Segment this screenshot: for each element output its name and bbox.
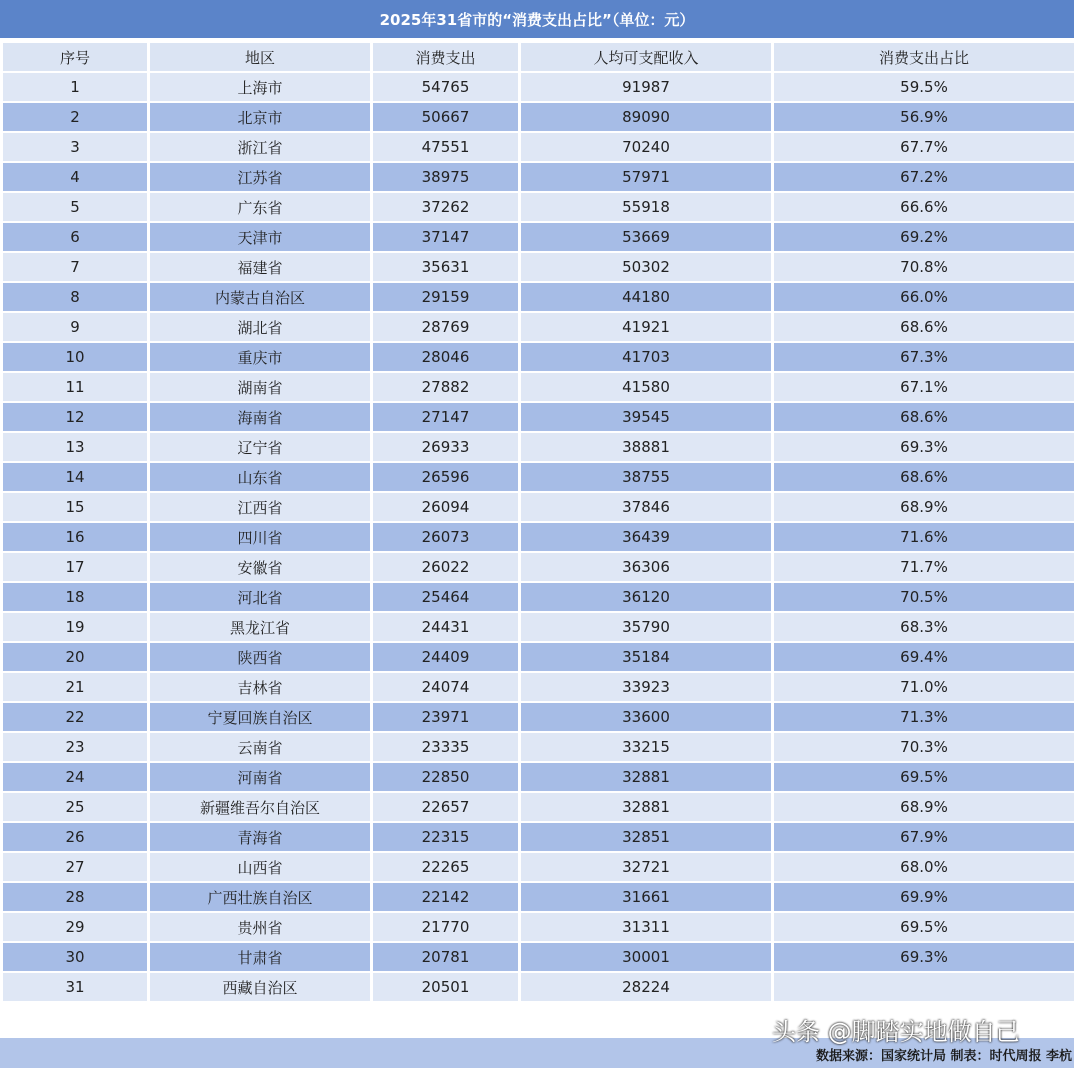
cell-index: 27 [3,853,147,881]
cell-index: 5 [3,193,147,221]
cell-income: 89090 [521,103,771,131]
cell-consumption: 35631 [373,253,518,281]
cell-region: 北京市 [150,103,370,131]
cell-income: 38881 [521,433,771,461]
cell-index: 15 [3,493,147,521]
table-row [3,463,1074,491]
cell-ratio: 56.9% [774,103,1074,131]
cell-income: 38755 [521,463,771,491]
cell-consumption: 47551 [373,133,518,161]
cell-region: 新疆维吾尔自治区 [150,793,370,821]
cell-index: 25 [3,793,147,821]
cell-ratio: 68.6% [774,313,1074,341]
cell-region: 甘肃省 [150,943,370,971]
cell-index: 29 [3,913,147,941]
cell-ratio: 67.2% [774,163,1074,191]
table-row [3,823,1074,851]
cell-ratio: 70.5% [774,583,1074,611]
cell-region: 湖南省 [150,373,370,401]
cell-region: 广东省 [150,193,370,221]
table-row [3,913,1074,941]
cell-region: 浙江省 [150,133,370,161]
cell-ratio: 69.9% [774,883,1074,911]
cell-index: 13 [3,433,147,461]
table-row [3,163,1074,191]
cell-ratio: 69.3% [774,433,1074,461]
cell-income: 37846 [521,493,771,521]
cell-consumption: 26073 [373,523,518,551]
cell-index: 19 [3,613,147,641]
cell-income: 44180 [521,283,771,311]
cell-consumption: 24074 [373,673,518,701]
cell-index: 2 [3,103,147,131]
cell-consumption: 22142 [373,883,518,911]
cell-consumption: 22657 [373,793,518,821]
table-row [3,673,1074,701]
cell-ratio: 69.5% [774,763,1074,791]
cell-income: 36120 [521,583,771,611]
cell-income: 41703 [521,343,771,371]
table-row [3,973,1074,1001]
cell-index: 28 [3,883,147,911]
cell-consumption: 54765 [373,73,518,101]
table-row [3,943,1074,971]
cell-region: 黑龙江省 [150,613,370,641]
cell-region: 西藏自治区 [150,973,370,1001]
table-row [3,373,1074,401]
table-row [3,523,1074,551]
cell-index: 17 [3,553,147,581]
cell-consumption: 22315 [373,823,518,851]
cell-ratio: 71.7% [774,553,1074,581]
cell-ratio: 59.5% [774,73,1074,101]
cell-income: 53669 [521,223,771,251]
cell-consumption: 26094 [373,493,518,521]
cell-region: 天津市 [150,223,370,251]
cell-income: 50302 [521,253,771,281]
table-row [3,493,1074,521]
table-row [3,613,1074,641]
cell-income: 32881 [521,793,771,821]
cell-region: 内蒙古自治区 [150,283,370,311]
cell-index: 16 [3,523,147,551]
table-row [3,763,1074,791]
cell-consumption: 23335 [373,733,518,761]
cell-region: 湖北省 [150,313,370,341]
table-row [3,223,1074,251]
cell-index: 11 [3,373,147,401]
cell-ratio: 68.9% [774,793,1074,821]
cell-consumption: 26022 [373,553,518,581]
cell-ratio: 68.6% [774,463,1074,491]
cell-income: 70240 [521,133,771,161]
cell-index: 30 [3,943,147,971]
cell-income: 36439 [521,523,771,551]
table-row [3,793,1074,821]
cell-consumption: 24431 [373,613,518,641]
cell-index: 7 [3,253,147,281]
cell-ratio: 70.8% [774,253,1074,281]
cell-income: 32851 [521,823,771,851]
table-row [3,133,1074,161]
cell-index: 10 [3,343,147,371]
cell-ratio: 68.9% [774,493,1074,521]
cell-index: 4 [3,163,147,191]
table-row [3,553,1074,581]
cell-index: 12 [3,403,147,431]
cell-consumption: 27882 [373,373,518,401]
cell-consumption: 37147 [373,223,518,251]
cell-ratio: 67.3% [774,343,1074,371]
cell-income: 30001 [521,943,771,971]
cell-index: 6 [3,223,147,251]
cell-region: 重庆市 [150,343,370,371]
cell-index: 24 [3,763,147,791]
cell-ratio: 68.6% [774,403,1074,431]
watermark: 头条 @脚踏实地做自己 [772,1018,1020,1046]
cell-region: 吉林省 [150,673,370,701]
cell-ratio: 67.7% [774,133,1074,161]
consumption-table [0,41,1077,1003]
cell-ratio: 71.6% [774,523,1074,551]
cell-region: 河北省 [150,583,370,611]
col-header-consumption: 消费支出 [373,43,518,71]
cell-income: 31311 [521,913,771,941]
cell-income: 41921 [521,313,771,341]
table-row [3,703,1074,731]
cell-ratio: 69.4% [774,643,1074,671]
cell-region: 福建省 [150,253,370,281]
cell-income: 35790 [521,613,771,641]
cell-index: 26 [3,823,147,851]
cell-income: 33923 [521,673,771,701]
cell-income: 32721 [521,853,771,881]
table-row [3,583,1074,611]
cell-consumption: 38975 [373,163,518,191]
cell-income: 32881 [521,763,771,791]
cell-income: 33600 [521,703,771,731]
cell-region: 陕西省 [150,643,370,671]
col-header-index: 序号 [3,43,147,71]
table-row [3,253,1074,281]
table-row [3,73,1074,101]
cell-region: 江苏省 [150,163,370,191]
cell-consumption: 25464 [373,583,518,611]
cell-consumption: 24409 [373,643,518,671]
cell-income: 36306 [521,553,771,581]
cell-region: 河南省 [150,763,370,791]
cell-region: 青海省 [150,823,370,851]
table-row [3,883,1074,911]
cell-ratio: 69.5% [774,913,1074,941]
cell-region: 广西壮族自治区 [150,883,370,911]
cell-ratio: 70.3% [774,733,1074,761]
cell-ratio: 71.0% [774,673,1074,701]
cell-income: 55918 [521,193,771,221]
cell-consumption: 28046 [373,343,518,371]
cell-index: 1 [3,73,147,101]
cell-consumption: 28769 [373,313,518,341]
cell-consumption: 27147 [373,403,518,431]
cell-consumption: 26933 [373,433,518,461]
cell-index: 20 [3,643,147,671]
source-note: 数据来源：国家统计局 制表：时代周报 李杭 [815,1049,1072,1064]
cell-income: 31661 [521,883,771,911]
cell-ratio: 68.0% [774,853,1074,881]
col-header-income: 人均可支配收入 [521,43,771,71]
cell-consumption: 22850 [373,763,518,791]
cell-index: 21 [3,673,147,701]
table-body [3,73,1074,1001]
cell-index: 22 [3,703,147,731]
cell-region: 安徽省 [150,553,370,581]
cell-ratio: 66.6% [774,193,1074,221]
cell-consumption: 21770 [373,913,518,941]
cell-consumption: 26596 [373,463,518,491]
cell-consumption: 23971 [373,703,518,731]
cell-ratio: 66.0% [774,283,1074,311]
table-row [3,283,1074,311]
cell-index: 31 [3,973,147,1001]
cell-consumption: 29159 [373,283,518,311]
cell-consumption: 20501 [373,973,518,1001]
cell-region: 江西省 [150,493,370,521]
cell-ratio [774,973,1074,1001]
cell-income: 28224 [521,973,771,1001]
col-header-ratio: 消费支出占比 [774,43,1074,71]
cell-region: 山东省 [150,463,370,491]
cell-income: 41580 [521,373,771,401]
cell-region: 贵州省 [150,913,370,941]
cell-income: 91987 [521,73,771,101]
cell-income: 57971 [521,163,771,191]
table-row [3,343,1074,371]
cell-index: 8 [3,283,147,311]
cell-ratio: 71.3% [774,703,1074,731]
header-row [3,43,1074,71]
cell-index: 14 [3,463,147,491]
table-row [3,403,1074,431]
cell-region: 山西省 [150,853,370,881]
table-row [3,193,1074,221]
cell-region: 四川省 [150,523,370,551]
cell-index: 9 [3,313,147,341]
cell-region: 海南省 [150,403,370,431]
cell-index: 23 [3,733,147,761]
cell-consumption: 37262 [373,193,518,221]
cell-ratio: 69.2% [774,223,1074,251]
table-row [3,313,1074,341]
table-title: 2025年31省市的“消费支出占比”（单位：元） [0,0,1074,38]
cell-index: 3 [3,133,147,161]
cell-consumption: 22265 [373,853,518,881]
table-row [3,103,1074,131]
table-row [3,853,1074,881]
table-row [3,643,1074,671]
cell-region: 宁夏回族自治区 [150,703,370,731]
col-header-region: 地区 [150,43,370,71]
cell-ratio: 67.9% [774,823,1074,851]
table-row [3,433,1074,461]
cell-ratio: 69.3% [774,943,1074,971]
cell-income: 33215 [521,733,771,761]
cell-ratio: 68.3% [774,613,1074,641]
cell-income: 39545 [521,403,771,431]
cell-consumption: 20781 [373,943,518,971]
cell-region: 辽宁省 [150,433,370,461]
cell-index: 18 [3,583,147,611]
cell-region: 云南省 [150,733,370,761]
table-row [3,733,1074,761]
cell-consumption: 50667 [373,103,518,131]
cell-ratio: 67.1% [774,373,1074,401]
cell-income: 35184 [521,643,771,671]
cell-region: 上海市 [150,73,370,101]
